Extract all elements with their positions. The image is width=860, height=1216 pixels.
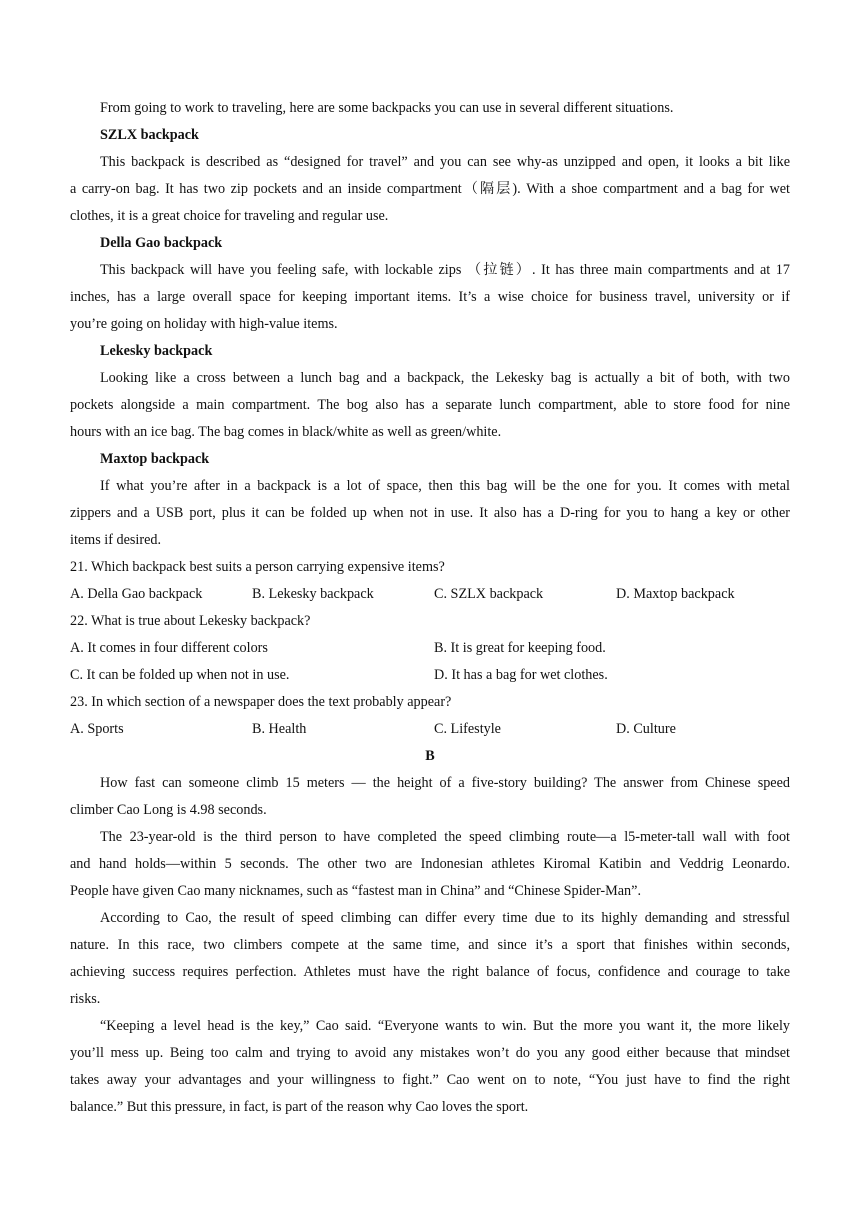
paragraph-line: This backpack will have you feeling safe, with lockable zips （拉链）. It has three main compartments and at 17 (100, 262, 790, 278)
paragraph-line: “Keeping a level head is the key,” Cao said. “Everyone wants to win. But the more you want it, the more likely (100, 1018, 790, 1034)
product-heading-lekesky: Lekesky backpack (100, 343, 213, 359)
answer-option[interactable]: A. Della Gao backpack (70, 586, 203, 602)
paragraph-line: balance.” But this pressure, in fact, is part of the reason why Cao loves the sport. (70, 1099, 529, 1115)
paragraph-line: The 23-year-old is the third person to have completed the speed climbing route—a l5-meter-tall wall with foot (100, 829, 790, 845)
question-stem: 21. Which backpack best suits a person carrying expensive items? (70, 559, 445, 575)
paragraph-line: risks. (70, 991, 101, 1007)
answer-option[interactable]: D. Culture (616, 721, 676, 737)
paragraph-line: nature. In this race, two climbers compete at the same time, and since it’s a sport that finishes within seconds, (70, 937, 790, 953)
answer-option[interactable]: B. It is great for keeping food. (434, 640, 606, 656)
answer-option[interactable]: D. Maxtop backpack (616, 586, 735, 602)
answer-option[interactable]: B. Lekesky backpack (252, 586, 374, 602)
section-heading: B (425, 748, 435, 764)
answer-option[interactable]: B. Health (252, 721, 307, 737)
paragraph-line: you’ll mess up. Being too calm and trying to avoid any mistakes won’t do you any good either because that mindset (70, 1045, 790, 1061)
paragraph-line: inches, has a large overall space for keeping important items. It’s a wise choice for business travel, university or if (70, 289, 790, 305)
paragraph-line: Looking like a cross between a lunch bag and a backpack, the Lekesky bag is actually a bit of both, with two (100, 370, 790, 386)
answer-option[interactable]: A. Sports (70, 721, 124, 737)
paragraph-line: This backpack is described as “designed for travel” and you can see why-as unzipped and open, it looks a bit like (100, 154, 790, 170)
passage-intro: From going to work to traveling, here are some backpacks you can use in several different situations. (100, 100, 674, 116)
paragraph-line: achieving success requires perfection. Athletes must have the right balance of focus, confidence and courage to take (70, 964, 790, 980)
paragraph-line: According to Cao, the result of speed climbing can differ every time due to its highly demanding and stressful (100, 910, 790, 926)
paragraph-line: How fast can someone climb 15 meters — the height of a five-story building? The answer from Chinese speed (100, 775, 790, 791)
product-heading-szlx: SZLX backpack (100, 127, 199, 143)
paragraph-line: you’re going on holiday with high-value items. (70, 316, 338, 332)
paragraph-line: If what you’re after in a backpack is a lot of space, then this bag will be the one for you. It comes with metal (100, 478, 790, 494)
paragraph-line: and hand holds—within 5 seconds. The other two are Indonesian athletes Kiromal Katibin and Veddrig Leonardo. (70, 856, 790, 872)
paragraph-line: a carry-on bag. It has two zip pockets and an inside compartment（隔层). With a shoe compartment and a bag for wet (70, 181, 790, 197)
answer-option[interactable]: D. It has a bag for wet clothes. (434, 667, 608, 683)
product-heading-maxtop: Maxtop backpack (100, 451, 210, 467)
answer-option[interactable]: C. It can be folded up when not in use. (70, 667, 290, 683)
paragraph-line: items if desired. (70, 532, 162, 548)
answer-option[interactable]: C. Lifestyle (434, 721, 501, 737)
paragraph-line: climber Cao Long is 4.98 seconds. (70, 802, 267, 818)
question-stem: 22. What is true about Lekesky backpack? (70, 613, 311, 629)
paragraph-line: clothes, it is a great choice for traveling and regular use. (70, 208, 389, 224)
answer-option[interactable]: C. SZLX backpack (434, 586, 544, 602)
product-heading-della-gao: Della Gao backpack (100, 235, 223, 251)
answer-option[interactable]: A. It comes in four different colors (70, 640, 268, 656)
paragraph-line: takes away your advantages and your willingness to fight.” Cao went on to note, “You just have to find the right (70, 1072, 790, 1088)
paragraph-line: zippers and a USB port, plus it can be folded up when not in use. It also has a D-ring for you to hang a key or other (70, 505, 790, 521)
paragraph-line: hours with an ice bag. The bag comes in black/white as well as green/white. (70, 424, 502, 440)
question-stem: 23. In which section of a newspaper does the text probably appear? (70, 694, 452, 710)
paragraph-line: pockets alongside a main compartment. The bog also has a separate lunch compartment, able to store food for nine (70, 397, 790, 413)
paragraph-line: People have given Cao many nicknames, such as “fastest man in China” and “Chinese Spider-Man”. (70, 883, 641, 899)
